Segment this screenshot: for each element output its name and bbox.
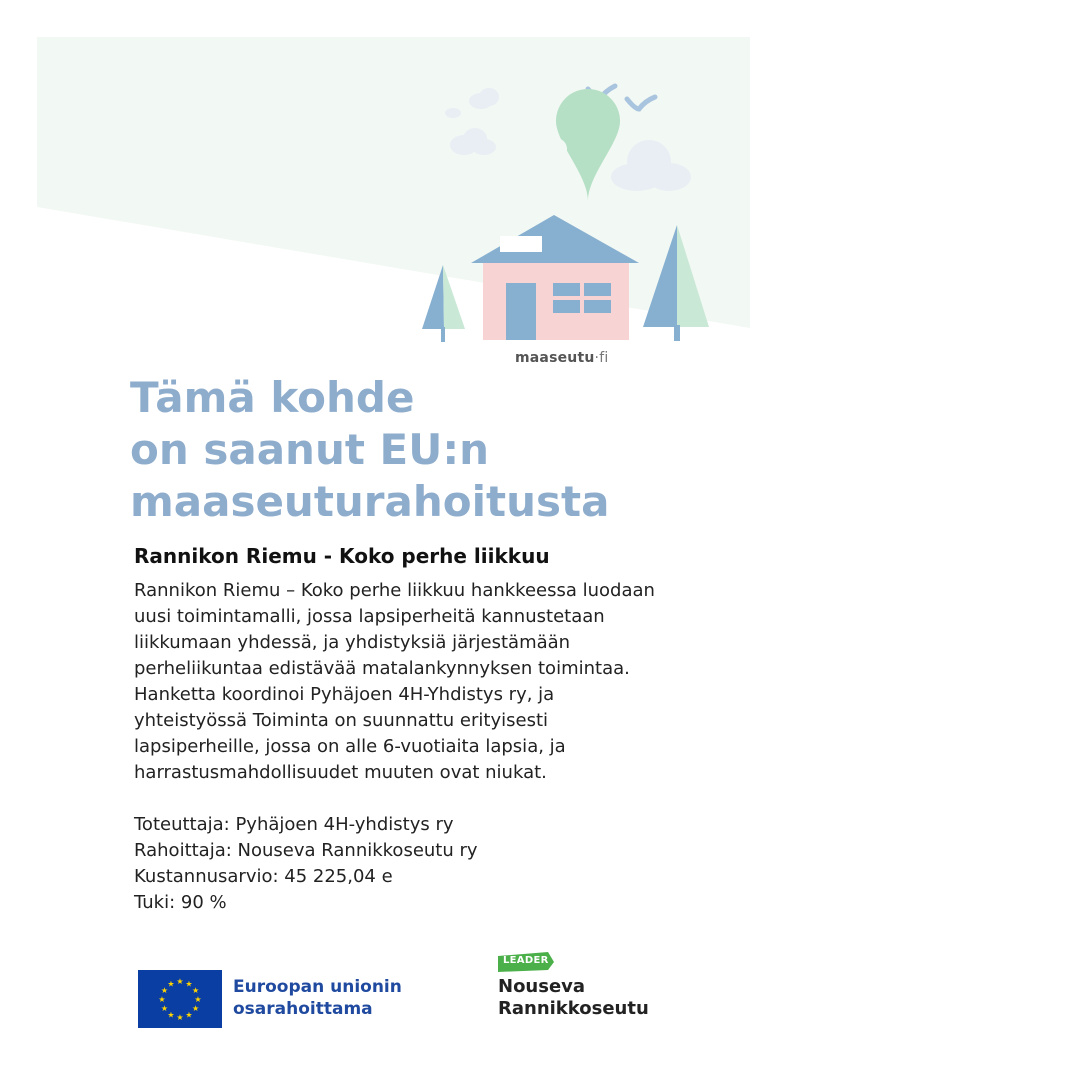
eu-star-icon: ★	[160, 1004, 168, 1013]
eu-star-icon: ★	[185, 1010, 193, 1020]
eu-flag-icon	[138, 970, 222, 1028]
fact-funder: Rahoittaja: Nouseva Rannikkoseutu ry	[134, 840, 478, 861]
headline-line-3: maaseuturahoitusta	[130, 477, 610, 526]
fact-cost-estimate: Kustannusarvio: 45 225,04 e	[134, 866, 393, 887]
description-line: Hanketta koordinoi Pyhäjoen 4H-Yhdistys ry, ja	[134, 684, 555, 705]
description-line: liikkumaan yhdessä, ja yhdistyksiä järjestämään	[134, 632, 571, 653]
leader-logo	[498, 952, 698, 1027]
eu-star-icon: ★	[176, 1013, 184, 1022]
fact-implementer: Toteuttaja: Pyhäjoen 4H-yhdistys ry	[134, 814, 454, 835]
eu-text	[233, 976, 402, 1020]
description-line: harrastusmahdollisuudet muuten ovat niukat.	[134, 762, 547, 783]
headline	[130, 372, 750, 528]
eu-cofunded-logo	[138, 970, 408, 1030]
leader-badge-text: LEADER	[503, 955, 549, 966]
eu-star-icon: ★	[158, 995, 166, 1004]
brand-suffix: ·fi	[594, 350, 609, 366]
project-description	[134, 578, 714, 786]
eu-star-icon: ★	[185, 979, 193, 989]
leader-name-line-1: Nouseva	[498, 976, 586, 997]
brand-logo	[515, 350, 608, 366]
description-line: perheliikuntaa edistävää matalankynnyksen toimintaa.	[134, 658, 630, 679]
hero-illustration	[37, 37, 750, 370]
rural-house-illustration	[37, 37, 750, 370]
eu-text-line-2: osarahoittama	[233, 999, 373, 1019]
leader-name	[498, 976, 649, 1020]
eu-star-icon: ★	[160, 986, 168, 995]
eu-star-icon: ★	[192, 986, 200, 995]
eu-star-icon: ★	[167, 1010, 175, 1020]
description-line: lapsiperheille, jossa on alle 6-vuotiaita lapsia, ja	[134, 736, 566, 757]
project-facts	[134, 812, 478, 916]
project-title: Rannikon Riemu - Koko perhe liikkuu	[134, 544, 550, 568]
description-line: Rannikon Riemu – Koko perhe liikkuu hankkeessa luodaan	[134, 580, 655, 601]
headline-line-2: on saanut EU:n	[130, 425, 490, 474]
leader-name-line-2: Rannikkoseutu	[498, 998, 649, 1019]
eu-star-icon: ★	[167, 979, 175, 989]
eu-text-line-1: Euroopan unionin	[233, 977, 402, 997]
brand-name: maaseutu	[515, 350, 595, 366]
fact-support: Tuki: 90 %	[134, 892, 227, 913]
eu-star-icon: ★	[192, 1004, 200, 1013]
eu-star-icon: ★	[194, 995, 202, 1004]
description-line: uusi toimintamalli, jossa lapsiperheitä kannustetaan	[134, 606, 605, 627]
description-line: yhteistyössä Toiminta on suunnattu erityisesti	[134, 710, 549, 731]
eu-star-icon: ★	[176, 977, 184, 986]
headline-line-1: Tämä kohde	[130, 373, 415, 422]
